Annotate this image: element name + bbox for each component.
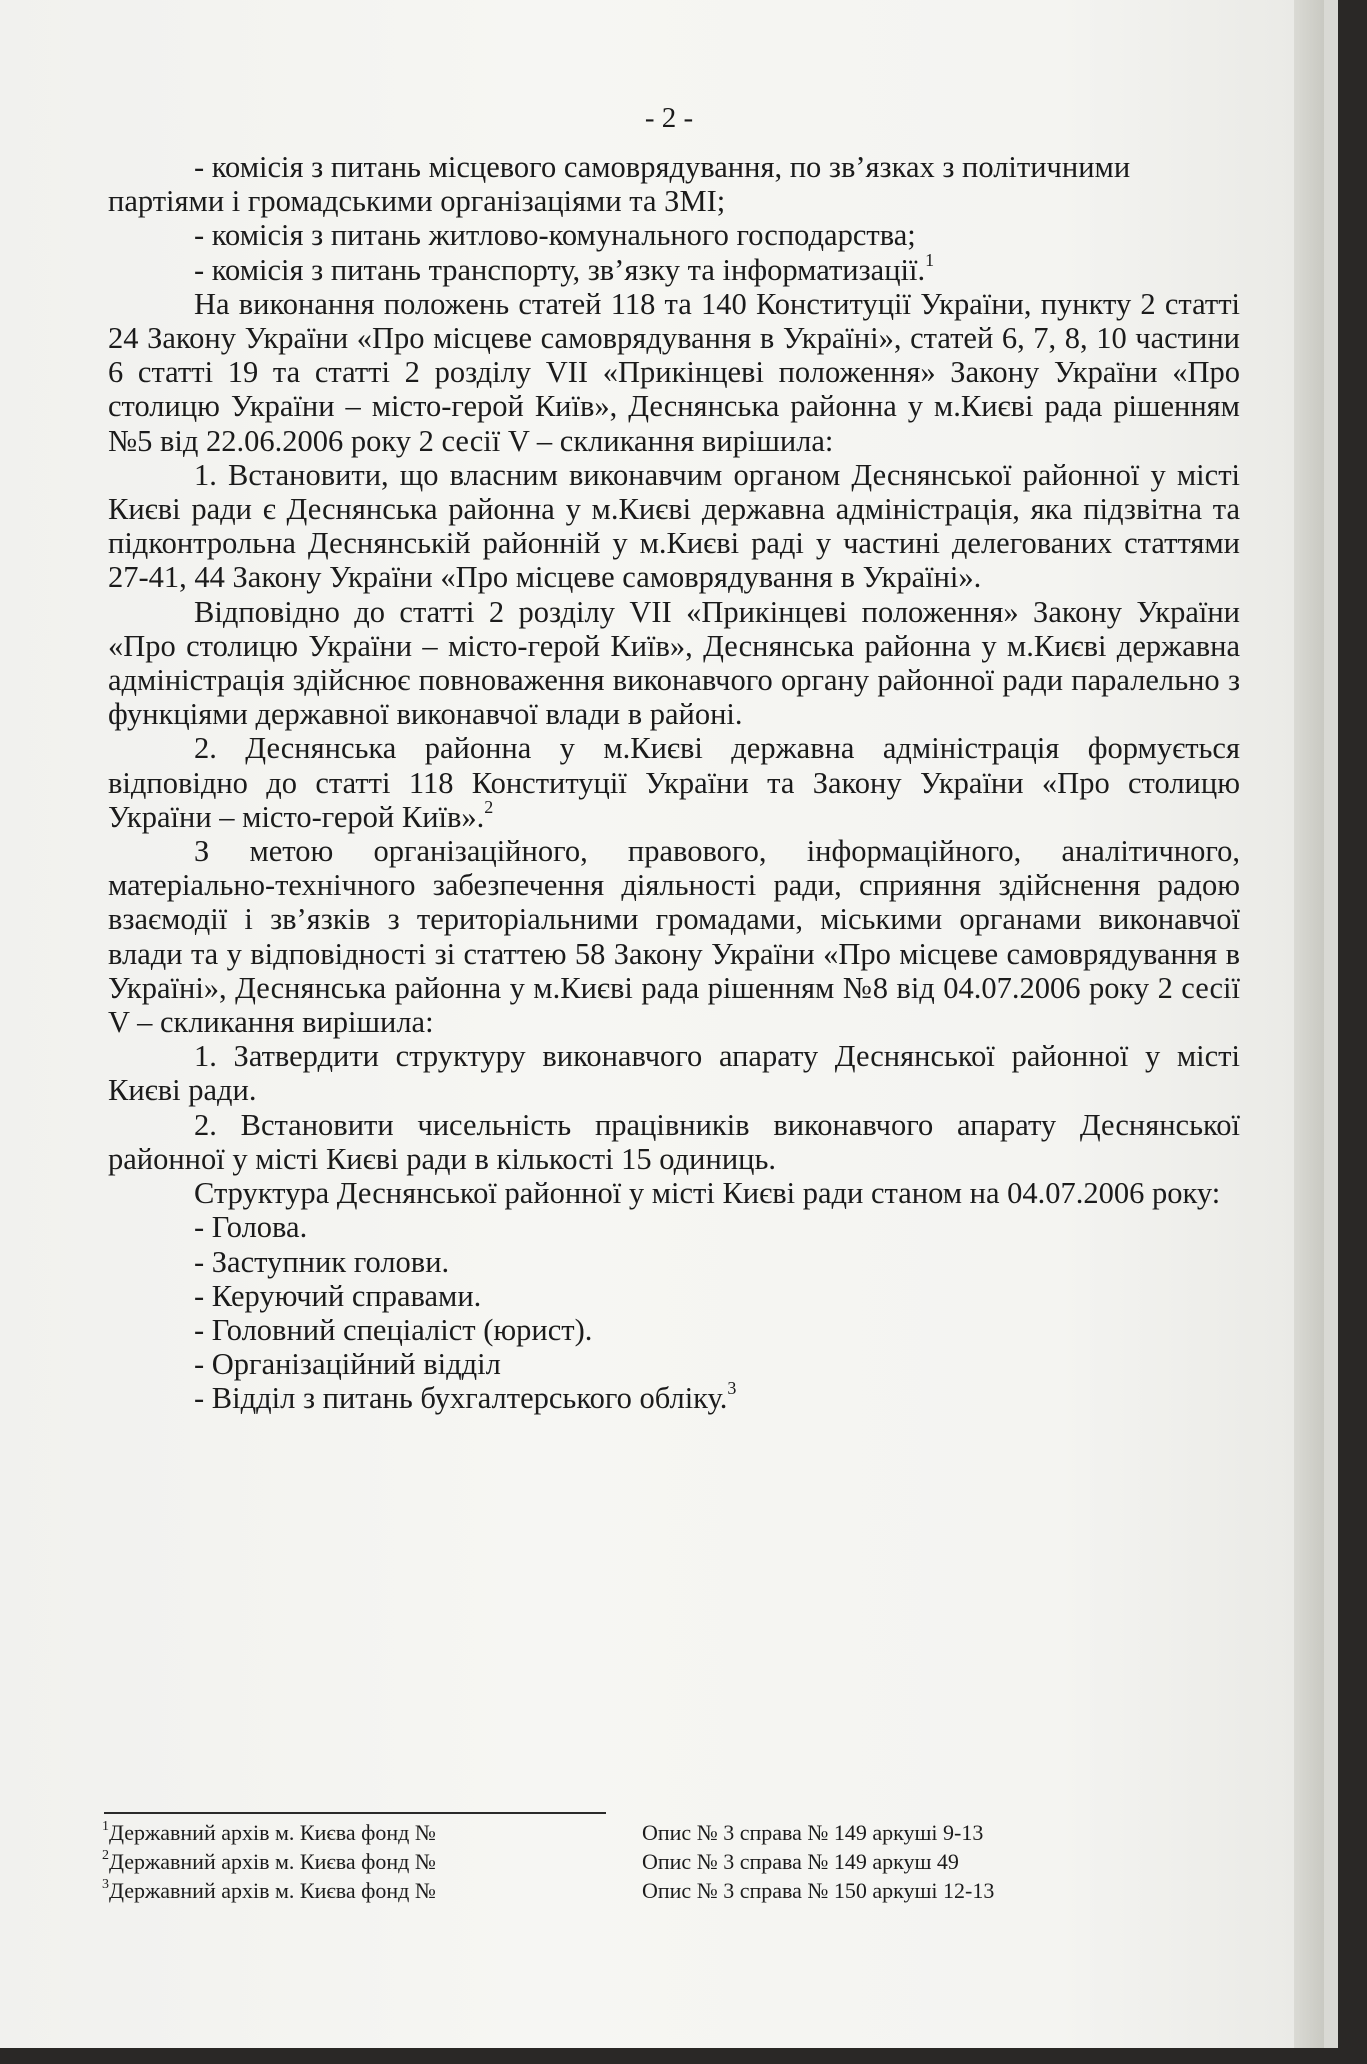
footnote-mark: 1 [102, 1819, 109, 1834]
paragraph-text: - Керуючий справами. [194, 1278, 482, 1313]
list-item [108, 1313, 1240, 1347]
paragraph [108, 834, 1240, 1039]
footnote-source [102, 1847, 642, 1876]
paragraph [108, 1039, 1240, 1107]
paragraph [108, 1108, 1240, 1176]
paragraph [108, 595, 1240, 732]
footnote-reference: Опис № 3 справа № 149 аркуш 49 [642, 1849, 959, 1874]
footnote-source-text: Державний архів м. Києва фонд № [109, 1878, 436, 1903]
footnote-ref: 1 [925, 249, 935, 270]
paragraph-text: - Голова. [194, 1210, 308, 1245]
paragraph [108, 731, 1240, 834]
paragraph-text: 1. Затвердити структуру виконавчого апарату Деснянської районної у місті Києві ради. [108, 1039, 1240, 1108]
list-item [108, 1210, 1240, 1244]
paragraph-text: - комісія з питань транспорту, зв’язку та інформатизації. [194, 252, 926, 287]
footnote-reference: Опис № 3 справа № 149 аркуші 9-13 [642, 1820, 984, 1845]
footnote-ref: 3 [727, 1378, 737, 1399]
paragraph-text: 2. Встановити чисельність працівників виконавчого апарату Деснянської районної у місті Києві ради в кількості 15 одиниць. [108, 1107, 1240, 1176]
list-item [108, 218, 1240, 252]
paragraph-text: - комісія з питань місцевого самоврядування, по зв’язках з політичними [194, 150, 1131, 184]
paragraph-text: - комісія з питань житлово-комунального господарства; [194, 218, 916, 253]
footnote-reference: Опис № 3 справа № 150 аркуші 12-13 [642, 1878, 995, 1903]
paragraph [108, 1176, 1240, 1210]
page-number: - 2 - [644, 102, 694, 134]
paragraph-text: - Заступник голови. [194, 1244, 450, 1279]
paragraph [108, 184, 1240, 218]
paragraph-text: 2. Деснянська районна у м.Києві державна адміністрація формується відповідно до статті 118 Конституції України та Закону України «Про столицю України – місто-герой Київ». [108, 731, 1240, 834]
paragraph-text: На виконання положень статей 118 та 140 Конституції України, пункту 2 статті 24 Закону України «Про місцеве самоврядування в Україні», статей 6, 7, 8, 10 частини 6 статті 19 та статті 2 розділу VІІ «Прикінцеві положення» Закону України «Про столицю України – місто-герой Київ», Деснянська районна у м.Києві рада рішенням №5 від 22.06.2006 року 2 сесії V – скликання вирішила: [108, 286, 1240, 458]
paragraph [108, 287, 1240, 458]
footnotes [102, 1818, 1102, 1905]
paragraph [108, 458, 1240, 595]
footnote-ref: 2 [484, 796, 494, 817]
list-item [108, 150, 1240, 184]
footnote-mark: 2 [102, 1848, 109, 1863]
footnote-source-text: Державний архів м. Києва фонд № [109, 1849, 436, 1874]
footnote-source-text: Державний архів м. Києва фонд № [109, 1820, 436, 1845]
footnote-source [102, 1876, 642, 1905]
paragraph-text: 1. Встановити, що власним виконавчим органом Деснянської районної у місті Києві ради є Деснянська районна у м.Києві державна адміністрація, яка підзвітна та підконтрольна Деснянській районній у м.Києві раді у частині делегованих статтями 27-41, 44 Закону України «Про місцеве самоврядування в Україні». [108, 457, 1240, 595]
paragraph-text: - Організаційний відділ [194, 1347, 501, 1382]
page-edge [1294, 0, 1324, 2048]
footnote [102, 1818, 1102, 1847]
footnote-mark: 3 [102, 1877, 109, 1892]
list-item [108, 1279, 1240, 1313]
footnote [102, 1876, 1102, 1905]
paragraph-text: Відповідно до статті 2 розділу VІІ «Прикінцеві положення» Закону України «Про столицю України – місто-герой Київ», Деснянська районна у м.Києві державна адміністрація здійснює повноваження виконавчого органу районної ради паралельно з функціями державної виконавчої влади в районі. [108, 594, 1240, 732]
paragraph-text: - Відділ з питань бухгалтерського обліку. [194, 1381, 728, 1416]
footnote-separator [104, 1812, 606, 1814]
footnote-source [102, 1818, 642, 1847]
list-item [108, 1378, 1240, 1416]
paragraph-text: З метою організаційного, правового, інформаційного, аналітичного, матеріально-технічного забезпечення діяльності ради, сприяння здійснення радою взаємодії і зв’язків з територіальними громадами, міськими органами виконавчої влади та у відповідності зі статтею 58 Закону України «Про місцеве самоврядування в Україні», Деснянська районна у м.Києві рада рішенням №8 від 04.07.2006 року 2 сесії V – скликання вирішила: [108, 834, 1240, 1040]
body-text [108, 150, 1240, 1416]
list-item [108, 1347, 1240, 1381]
footnote [102, 1847, 1102, 1876]
list-item [108, 249, 1240, 287]
paragraph-text: - Головний спеціаліст (юрист). [194, 1312, 593, 1347]
paragraph-text: партіями і громадськими організаціями та ЗМІ; [108, 184, 726, 219]
list-item [108, 1245, 1240, 1279]
paragraph-text: Структура Деснянської районної у місті Києві ради станом на 04.07.2006 року: [194, 1176, 1221, 1211]
